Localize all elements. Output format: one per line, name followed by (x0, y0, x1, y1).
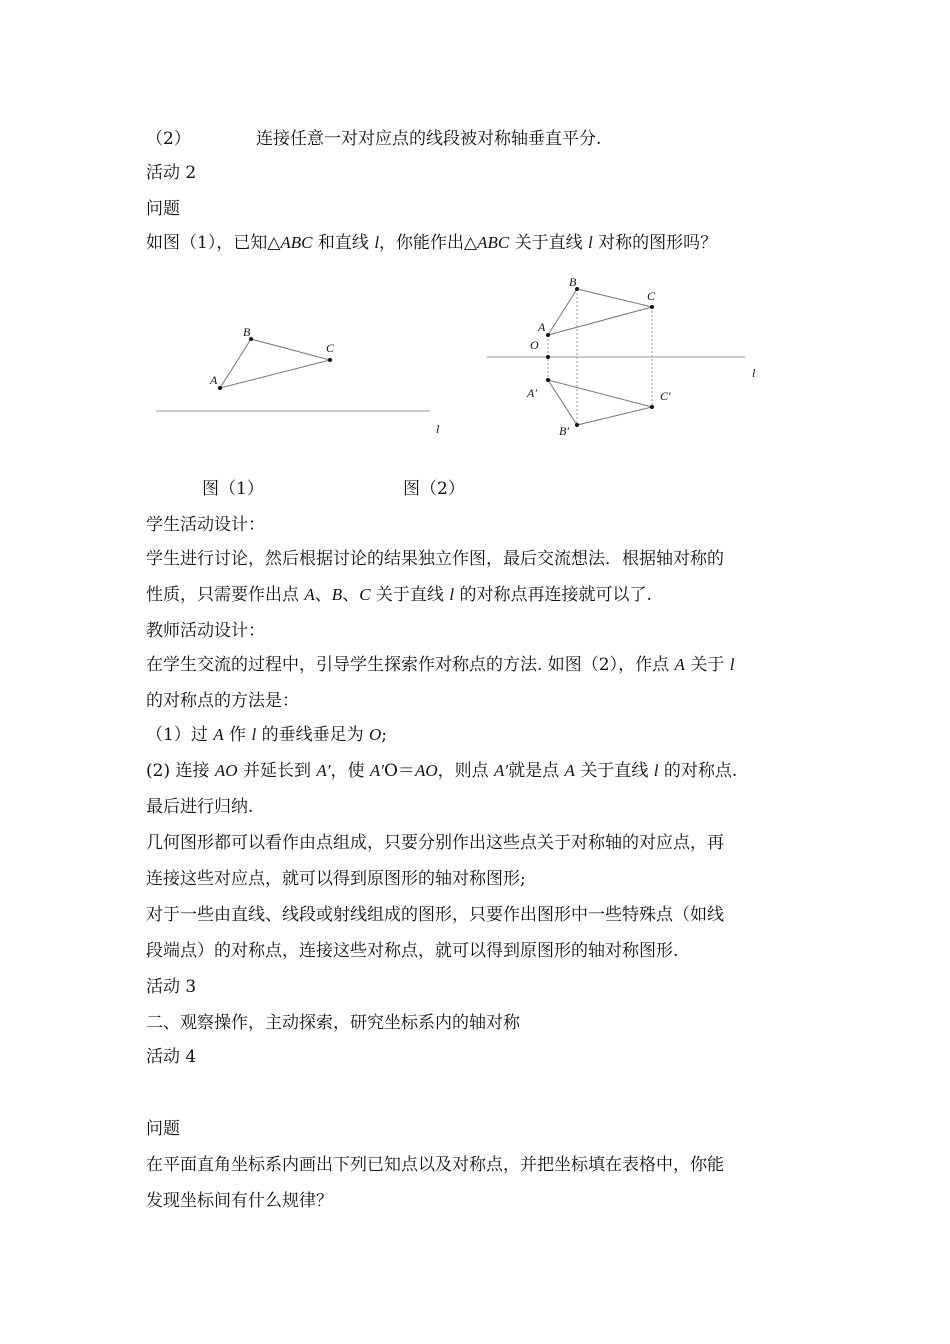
point-b-prime (575, 423, 579, 427)
point-o (546, 355, 550, 359)
paragraph-line: 连接这些对应点，就可以得到原图形的轴对称图形; (146, 869, 526, 889)
section-heading: 二、观察操作，主动探索，研究坐标系内的轴对称 (146, 1013, 520, 1033)
text-run: 的对称点. (658, 761, 738, 781)
math-run: l (653, 761, 659, 780)
text-run: 对称的图形吗？ (592, 233, 718, 253)
math-run: A (213, 725, 224, 744)
paragraph-line: 在平面直角坐标系内画出下列已知点以及对称点，并把坐标填在表格中，你能 (146, 1155, 724, 1175)
step-line (146, 724, 387, 746)
section-heading: 活动 3 (146, 977, 197, 997)
paragraph-line: 段端点）的对称点，连接这些对称点，就可以得到原图形的轴对称图形. (146, 941, 679, 961)
text-run: 并延长到 (237, 761, 317, 781)
math-run: AO (414, 761, 438, 780)
text-run: 关于直线 (574, 761, 654, 781)
paragraph-line (146, 584, 652, 606)
text-run: 的对称点再连接就可以了. (454, 585, 652, 605)
figure-2-caption: 图（2） (403, 479, 465, 499)
label-o: O (530, 338, 539, 352)
point-c-prime (650, 405, 654, 409)
point-a (218, 386, 222, 390)
section-heading: 问题 (146, 1119, 180, 1139)
text-run: 关于直线 (509, 233, 589, 253)
paragraph-line: 对于一些由直线、线段或射线组成的图形，只要作出图形中一些特殊点（如线 (146, 905, 724, 925)
label-a: A (538, 320, 546, 334)
label-c: C (647, 289, 656, 303)
math-run: l (251, 725, 257, 744)
paragraph-line: 的对称点的方法是： (146, 691, 299, 711)
figure-1-caption: 图（1） (202, 479, 264, 499)
section-heading: 学生活动设计： (146, 515, 265, 535)
math-run: AO (214, 761, 238, 780)
math-run: A (304, 585, 315, 604)
paragraph-line: 几何图形都可以看作由点组成，只要分别作出这些点关于对称轴的对应点，再 (146, 833, 724, 853)
label-a: A (210, 373, 218, 387)
paragraph-line (146, 654, 734, 676)
text-run: 就是点 (508, 761, 565, 781)
item-number: （2） (146, 129, 191, 149)
label-c: C (326, 341, 335, 355)
math-run: C (359, 585, 371, 604)
math-run: ABC (477, 233, 510, 252)
math-run: A′ (494, 761, 509, 780)
text-run: 作 (223, 725, 252, 745)
text-run: 和直线 (312, 233, 375, 253)
label-l: l (752, 366, 756, 380)
section-heading: 问题 (146, 199, 180, 219)
text-run: 如图（1），已知△ (146, 233, 281, 253)
paragraph-line: 发现坐标间有什么规律？ (146, 1191, 333, 1211)
text-run: 、 (342, 585, 360, 605)
math-run: A′ (316, 761, 331, 780)
text-run: O＝ (384, 761, 415, 781)
label-c-prime: C′ (660, 389, 671, 403)
math-run: l (729, 655, 735, 674)
point-a-prime (546, 378, 550, 382)
section-heading: 活动 2 (146, 163, 197, 183)
triangle-abc (548, 289, 652, 335)
text-run: 关于直线 (370, 585, 450, 605)
text-run: ，则点 (437, 761, 495, 781)
text-run: 关于 (684, 655, 730, 675)
label-b-prime: B′ (559, 424, 569, 438)
math-run: O (368, 725, 382, 744)
math-run: B (331, 585, 343, 604)
paragraph-line: 学生进行讨论，然后根据讨论的结果独立作图，最后交流想法．根据轴对称的 (146, 549, 724, 569)
text-run: (2) 连接 (146, 761, 215, 781)
section-heading: 活动 4 (146, 1047, 197, 1067)
math-run: l (588, 233, 593, 252)
math-run: A (564, 761, 575, 780)
point-a (546, 333, 550, 337)
paragraph-line: 最后进行归纳. (146, 797, 254, 817)
item-text: 连接任意一对对应点的线段被对称轴垂直平分. (256, 129, 602, 149)
step-line (146, 760, 737, 782)
triangle-abc (220, 339, 330, 388)
section-heading: 教师活动设计： (146, 621, 265, 641)
math-run: l (449, 585, 455, 604)
label-l: l (436, 422, 440, 436)
text-run: ，使 (330, 761, 370, 781)
label-a-prime: A′ (527, 386, 537, 400)
text-run: （1）过 (146, 725, 214, 745)
figure-1 (156, 325, 440, 436)
point-c (650, 305, 654, 309)
math-run: A′ (369, 761, 384, 780)
text-run: ; (381, 725, 387, 745)
point-c (328, 358, 332, 362)
math-run: ABC (280, 233, 313, 252)
label-b: B (569, 275, 577, 289)
text-run: 在学生交流的过程中，引导学生探索作对称点的方法. 如图（2），作点 (146, 655, 675, 675)
text-run: 的垂线垂足为 (256, 725, 369, 745)
text-run: 性质，只需要作出点 (146, 585, 305, 605)
triangle-abc-prime (548, 380, 652, 425)
math-run: A (674, 655, 685, 674)
label-b: B (243, 325, 251, 339)
text-run: ，你能作出△ (379, 233, 478, 253)
figure-2 (487, 275, 756, 438)
math-run: l (374, 233, 380, 252)
text-run: 、 (314, 585, 332, 605)
